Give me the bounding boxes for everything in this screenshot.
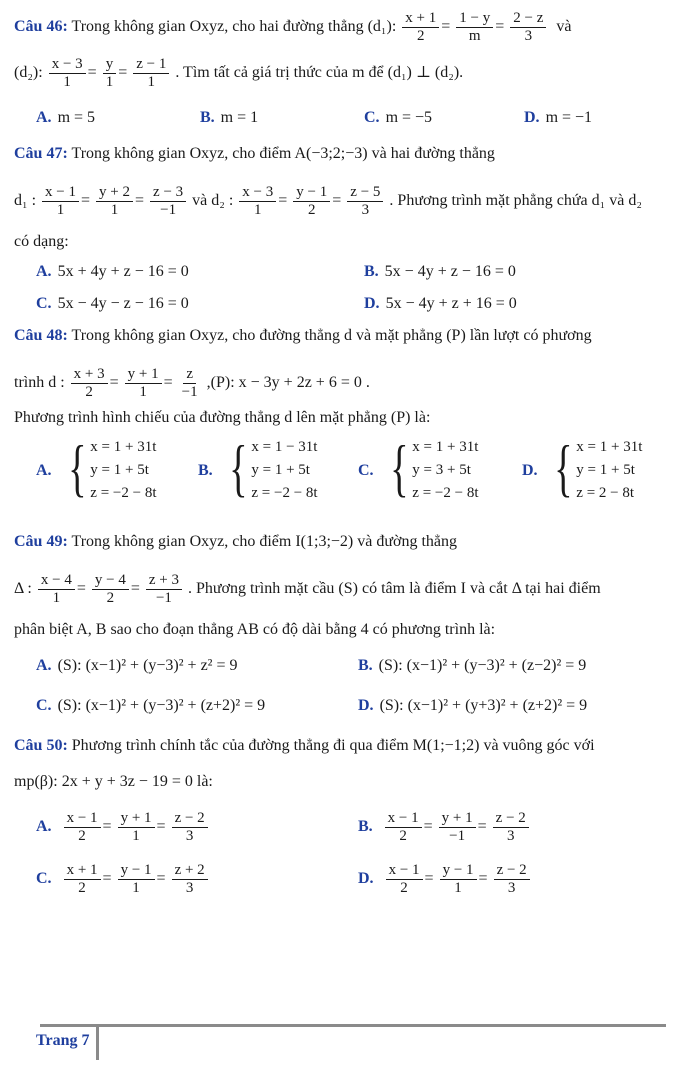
fraction: $\frac{x - 1}{1}$ — [42, 184, 79, 219]
option-c[interactable]: C. (S): (x−1)² + (y−3)² + (z+2)² = 9 — [36, 697, 266, 714]
question-47-line3: có dạng: — [14, 233, 69, 250]
question-48-label: Câu 48: — [14, 327, 68, 344]
question-49-intro: Trong không gian Oxyz, cho điểm I(1;3;−2) và đường thẳng — [71, 533, 458, 550]
plane-equation: ,(P): x − 3y + 2z + 6 = 0 . — [206, 374, 370, 392]
option-a[interactable]: A. { x = 1 + 31t y = 1 + 5t z = −2 − 8t — [36, 432, 157, 503]
brace-icon: { — [228, 432, 248, 503]
fraction: $\frac{z}{-1}$ — [181, 366, 198, 400]
fraction: $\frac{x - 4}{1}$ — [38, 572, 75, 607]
line-d2-name: d₂ : — [211, 192, 234, 210]
question-49-ask: . Phương trình mặt cầu (S) có tâm là điểm I và cắt Δ tại hai điểm — [187, 580, 601, 598]
question-47-ask: . Phương trình mặt phẳng chứa d₁ và d₂ — [389, 192, 642, 210]
fraction: $\frac{x - 3}{1}$ — [49, 56, 86, 91]
option-b[interactable]: B. 5x − 4y + z − 16 = 0 — [364, 263, 516, 280]
fraction: $\frac{y + 2}{1}$ — [96, 184, 133, 219]
brace-icon: { — [389, 432, 409, 503]
question-47-label: Câu 47: — [14, 145, 68, 162]
option-c[interactable]: C. 5x − 4y − z − 16 = 0 — [36, 295, 189, 312]
question-46-line1: Câu 46: Trong không gian Oxyz, cho hai đường thẳng (d₁): $\frac{x + 1}{2}$ = $\frac{1 - y}{m}$ = $\frac{2 - z}{3}$ và — [14, 10, 572, 44]
question-49-line3: phân biệt A, B sao cho đoạn thẳng AB có độ dài bằng 4 có phương trình là: — [14, 621, 496, 638]
option-d[interactable]: D. 5x − 4y + z + 16 = 0 — [364, 295, 517, 312]
option-c[interactable]: C. { x = 1 + 31t y = 3 + 5t z = −2 − 8t — [358, 432, 479, 503]
fraction: $\frac{y - 1}{2}$ — [293, 184, 330, 219]
brace-icon: { — [67, 432, 87, 503]
conjunction: và — [192, 192, 208, 210]
fraction: $\frac{x - 3}{1}$ — [239, 184, 276, 219]
question-49-line1 — [14, 532, 457, 552]
option-c[interactable]: C. m = −5 — [364, 109, 433, 126]
fraction: $\frac{y + 1}{1}$ — [125, 366, 162, 401]
fraction: $\frac{y - 4}{2}$ — [92, 572, 129, 607]
option-a[interactable]: A. $\frac{x - 1}{2}$ = $\frac{y + 1}{1}$ = $\frac{z - 2}{3}$ — [36, 810, 210, 845]
question-46-label: Câu 46: — [14, 18, 68, 36]
option-d[interactable]: D. m = −1 — [524, 109, 593, 126]
brace-icon: { — [553, 432, 573, 503]
fraction: $\frac{x + 3}{2}$ — [71, 366, 108, 401]
footer-rule — [40, 1024, 666, 1027]
option-b[interactable]: B. { x = 1 − 31t y = 1 + 5t z = −2 − 8t — [198, 432, 318, 503]
option-a[interactable]: A. m = 5 — [36, 109, 96, 126]
question-49-label: Câu 49: — [14, 533, 68, 550]
footer-divider — [96, 1024, 99, 1060]
question-50-line1 — [14, 736, 595, 756]
question-49-line2: Δ : $\frac{x - 4}{1}$ = $\frac{y - 4}{2}$ = $\frac{z + 3}{-1}$ . Phương trình mặt cầu (S) có tâm là điểm I và cắt Δ tại hai điểm — [14, 572, 601, 606]
question-46-intro: Trong không gian Oxyz, cho hai đường thẳng — [71, 18, 364, 36]
fraction: $\frac{x + 1}{2}$ — [402, 10, 439, 45]
question-50-intro: Phương trình chính tắc của đường thẳng đi qua điểm M(1;−1;2) và vuông góc với — [71, 737, 595, 754]
fraction: $\frac{z - 1}{1}$ — [133, 56, 169, 91]
fraction: $\frac{z - 5}{3}$ — [347, 184, 383, 219]
option-d[interactable]: D. { x = 1 + 31t y = 1 + 5t z = 2 − 8t — [522, 432, 643, 503]
option-c[interactable]: C. $\frac{x + 1}{2}$ = $\frac{y - 1}{1}$ = $\frac{z + 2}{3}$ — [36, 862, 210, 897]
question-46-ask: . Tìm tất cả giá trị thức của m để (d₁) ⊥ (d₂). — [175, 64, 464, 82]
question-48-intro: Trong không gian Oxyz, cho đường thẳng d và mặt phẳng (P) lần lượt có phương — [71, 327, 592, 344]
fraction: $\frac{z + 3}{-1}$ — [146, 572, 182, 607]
option-d[interactable]: D. $\frac{x - 1}{2}$ = $\frac{y - 1}{1}$ = $\frac{z - 2}{3}$ — [358, 862, 532, 897]
conjunction: và — [556, 18, 572, 36]
question-47-line1 — [14, 144, 495, 164]
question-47-intro: Trong không gian Oxyz, cho điểm A(−3;2;−3) và hai đường thẳng — [71, 145, 495, 162]
question-47-line2: d₁ : $\frac{x - 1}{1}$ = $\frac{y + 2}{1}$ = $\frac{z - 3}{-1}$ và d₂ : $\frac{x - 3}{1}$ = $\frac{y - 1}{2}$ = $\frac{z - 5}{3}$ . Phương trình mặt phẳng chứa d₁ và d₂ — [14, 184, 642, 218]
question-50-line2: mp(β): 2x + y + 3z − 19 = 0 là: — [14, 773, 213, 790]
fraction: $\frac{2 - z}{3}$ — [510, 10, 546, 45]
line-d-name: trình d : — [14, 374, 65, 392]
question-46-line2: (d₂): $\frac{x - 3}{1}$ = $\frac{y}{1}$ = $\frac{z - 1}{1}$ . Tìm tất cả giá trị thức của m để (d₁) ⊥ (d₂). — [14, 56, 464, 90]
page-number: Trang 7 — [36, 1032, 90, 1049]
line-d1-name: (d₁): — [367, 18, 397, 36]
fraction: $\frac{y}{1}$ — [103, 56, 117, 91]
line-d1-name: d₁ : — [14, 192, 37, 210]
question-50-label: Câu 50: — [14, 737, 68, 754]
fraction: $\frac{z - 3}{-1}$ — [150, 184, 186, 219]
option-b[interactable]: B. (S): (x−1)² + (y−3)² + (z−2)² = 9 — [358, 657, 587, 674]
option-b[interactable]: B. m = 1 — [200, 109, 259, 126]
question-48-line1 — [14, 326, 592, 346]
option-d[interactable]: D. (S): (x−1)² + (y+3)² + (z+2)² = 9 — [358, 697, 588, 714]
question-48-ask: Phương trình hình chiếu của đường thẳng d lên mặt phẳng (P) là: — [14, 409, 431, 426]
line-d2-name: (d₂): — [14, 64, 43, 82]
option-a[interactable]: A. 5x + 4y + z − 16 = 0 — [36, 263, 189, 280]
option-b[interactable]: B. $\frac{x - 1}{2}$ = $\frac{y + 1}{-1}$ = $\frac{z - 2}{3}$ — [358, 810, 531, 845]
option-a[interactable]: A. (S): (x−1)² + (y−3)² + z² = 9 — [36, 657, 238, 674]
question-48-line2: trình d : $\frac{x + 3}{2}$ = $\frac{y + 1}{1}$ = $\frac{z}{-1}$ ,(P): x − 3y + 2z + 6 = 0 . — [14, 366, 370, 400]
fraction: $\frac{1 - y}{m}$ — [456, 10, 493, 45]
line-delta-name: Δ : — [14, 580, 32, 598]
